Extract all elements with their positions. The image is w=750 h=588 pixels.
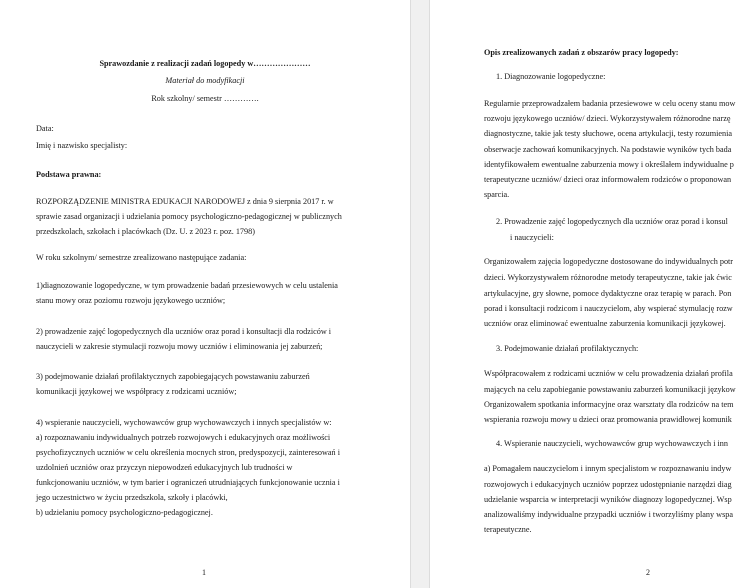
section-1-line: obserwacje zachowań komunikacyjnych. Na podstawie wyników tych bada: [484, 145, 732, 154]
task-3-line: 3) podejmowanie działań profilaktycznych zapobiegających powstawaniu zaburzeń: [36, 372, 310, 381]
task-1-line: 1)diagnozowanie logopedyczne, w tym prowadzenie badań przesiewowych w celu ustalenia: [36, 281, 338, 290]
section-4-line: udzielanie wsparcia w interpretacji wyników diagnozy logopedycznej. Wsp: [484, 495, 732, 504]
task-2-line: nauczycieli w zakresie stymulacji rozwoju mowy uczniów i eliminowania jej zaburzeń;: [36, 342, 323, 351]
task-4-line: b) udzielaniu pomocy psychologiczno-pedagogicznej.: [36, 508, 213, 517]
report-subtitle: Materiał do modyfikacji: [165, 76, 245, 85]
section-2-line: artykulacyjne, gry słowne, pomoce dydaktyczne oraz terapię w parach. Pon: [484, 289, 732, 298]
section-4-line: analizowaliśmy indywidualne przypadki uczniów i tworzyliśmy plany wspa: [484, 510, 733, 519]
section-2-line: uczniów oraz eliminować ewentualne zaburzenia komunikacji językowej.: [484, 319, 726, 328]
section-4-line: a) Pomagałem nauczycielom i innym specjalistom w rozpoznawaniu indyw: [484, 464, 732, 473]
specialist-label: Imię i nazwisko specjalisty:: [36, 141, 128, 150]
page-number: 1: [202, 568, 206, 577]
section-4-line: terapeutyczne.: [484, 525, 532, 534]
report-title: Sprawozdanie z realizacji zadań logopedy w…………………: [99, 59, 311, 68]
task-4-line: psychofizycznych uczniów w celu określenia mocnych stron, predyspozycji, zainteresowań i: [36, 448, 340, 457]
section-3-title: 3. Podejmowanie działań profilaktycznych:: [496, 344, 639, 353]
legal-basis-heading: Podstawa prawna:: [36, 170, 102, 179]
section-3-line: Organizowałem spotkania informacyjne oraz warsztaty dla rodziców na tem: [484, 400, 734, 409]
section-1-line: diagnostyczne, takie jak testy słuchowe, ocena artykulacji, testy rozumienia: [484, 129, 733, 138]
school-year-line: Rok szkolny/ semestr ………….: [151, 94, 259, 103]
section-1-line: Regularnie przeprowadzałem badania przesiewowe w celu oceny stanu mow: [484, 99, 736, 108]
section-2-title: 2. Prowadzenie zajęć logopedycznych dla uczniów oraz porad i konsul: [496, 217, 728, 226]
section-2-line: dzieci. Wykorzystywałem różnorodne metody terapeutyczne, takie jak ćwic: [484, 273, 732, 282]
task-4-line: funkcjonowaniu uczniów, w tym barier i ograniczeń utrudniających funkcjonowanie ucznia i: [36, 478, 340, 487]
section-4-line: rozwojowych i edukacyjnych uczniów poprzez udostępnianie narzędzi diag: [484, 480, 732, 489]
legal-basis-line: ROZPORZĄDZENIE MINISTRA EDUKACJI NARODOWEJ z dnia 9 sierpnia 2017 r. w: [36, 197, 334, 206]
task-1-line: stanu mowy oraz poziomu rozwoju językowego uczniów;: [36, 296, 226, 305]
task-4-line: uzdolnień uczniów oraz przyczyn niepowodzeń edukacyjnych lub trudności w: [36, 463, 293, 472]
section-3-line: mających na celu zapobieganie powstawaniu zaburzeń komunikacji językow: [484, 385, 736, 394]
section-2-title-continuation: i nauczycieli:: [510, 233, 554, 242]
section-1-line: identyfikowałem ewentualne zaburzenia mowy i określałem indywidualne p: [484, 160, 734, 169]
document-page-2: [430, 0, 750, 588]
legal-basis-line: sprawie zasad organizacji i udzielania pomocy psychologiczno-pedagogicznej w publicznych: [36, 212, 342, 221]
section-1-line: terapeutyczne uczniów/ dzieci oraz informowałem rodziców o proponowan: [484, 175, 732, 184]
task-4-line: a) rozpoznawaniu indywidualnych potrzeb rozwojowych i edukacyjnych oraz możliwości: [36, 433, 331, 442]
date-label: Data:: [36, 124, 54, 133]
task-2-line: 2) prowadzenie zajęć logopedycznych dla uczniów oraz porad i konsultacji dla rodziców i: [36, 327, 332, 336]
section-4-title: 4. Wspieranie nauczycieli, wychowawców grup wychowawczych i inn: [496, 439, 728, 448]
legal-basis-line: przedszkolach, szkołach i placówkach (Dz. U. z 2023 r. poz. 1798): [36, 227, 255, 236]
task-4-line: 4) wspieranie nauczycieli, wychowawców grup wychowawczych i innych specjalistów w:: [36, 418, 332, 427]
section-3-line: wspierania rozwoju mowy u dzieci oraz promowania prawidłowej komunik: [484, 415, 732, 424]
section-1-title: 1. Diagnozowanie logopedyczne:: [496, 72, 606, 81]
section-1-line: sparcia.: [484, 190, 510, 199]
intro-line: W roku szkolnym/ semestrze zrealizowano następujące zadania:: [36, 253, 247, 262]
task-3-line: komunikacji językowej we współpracy z rodzicami uczniów;: [36, 387, 237, 396]
section-2-line: porad i konsultacji rodzicom i nauczycielom, aby wspierać stymulację rozw: [484, 304, 733, 313]
section-1-line: rozwoju językowego uczniów/ dzieci. Wykorzystywałem różnorodne narzę: [484, 114, 731, 123]
section-2-line: Organizowałem zajęcia logopedyczne dostosowane do indywidualnych potr: [484, 257, 734, 266]
section-3-line: Współpracowałem z rodzicami uczniów w celu prowadzenia działań profila: [484, 369, 733, 378]
description-heading: Opis zrealizowanych zadań z obszarów pracy logopedy:: [484, 48, 679, 57]
task-4-line: jego uczestnictwo w życiu przedszkola, szkoły i placówki,: [36, 493, 228, 502]
page-number: 2: [646, 568, 650, 577]
